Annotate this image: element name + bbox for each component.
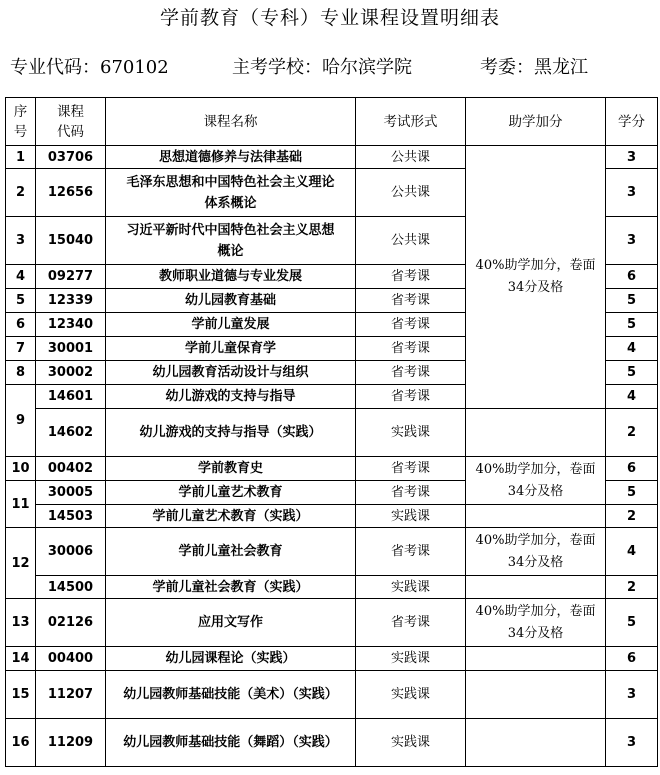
cell-seq: 1 xyxy=(6,146,36,169)
table-row xyxy=(6,528,658,576)
cell-code: 14500 xyxy=(36,576,106,599)
cell-credit: 5 xyxy=(606,289,658,313)
cell-code: 12339 xyxy=(36,289,106,313)
cell-exam: 实践课 xyxy=(356,505,466,528)
cell-bonus: 40%助学加分，卷面34分及格 xyxy=(466,528,606,576)
cell-name: 毛泽东思想和中国特色社会主义理论体系概论 xyxy=(106,169,356,217)
cell-name: 学前儿童社会教育 xyxy=(106,528,356,576)
cell-credit: 2 xyxy=(606,576,658,599)
table-row xyxy=(6,647,658,671)
cell-exam: 公共课 xyxy=(356,217,466,265)
cell-code: 30006 xyxy=(36,528,106,576)
cell-code: 14602 xyxy=(36,409,106,457)
cell-code: 09277 xyxy=(36,265,106,289)
cell-exam: 省考课 xyxy=(356,599,466,647)
page-title: 学前教育（专科）专业课程设置明细表 xyxy=(159,7,500,29)
cell-code: 30002 xyxy=(36,361,106,385)
meta-line xyxy=(10,53,650,81)
cell-exam: 实践课 xyxy=(356,647,466,671)
cell-seq: 7 xyxy=(6,337,36,361)
cell-credit: 5 xyxy=(606,361,658,385)
cell-exam: 省考课 xyxy=(356,457,466,481)
cell-code: 14503 xyxy=(36,505,106,528)
cell-seq: 10 xyxy=(6,457,36,481)
cell-bonus: 40%助学加分，卷面34分及格 xyxy=(466,599,606,647)
header-credit: 学分 xyxy=(606,98,658,146)
header-name: 课程名称 xyxy=(106,98,356,146)
cell-exam: 省考课 xyxy=(356,289,466,313)
cell-exam: 实践课 xyxy=(356,409,466,457)
cell-seq: 13 xyxy=(6,599,36,647)
cell-code: 11209 xyxy=(36,719,106,767)
cell-name: 学前教育史 xyxy=(106,457,356,481)
cell-credit: 3 xyxy=(606,671,658,719)
cell-credit: 6 xyxy=(606,647,658,671)
cell-exam: 省考课 xyxy=(356,528,466,576)
cell-name: 学前儿童艺术教育（实践） xyxy=(106,505,356,528)
cell-exam: 实践课 xyxy=(356,671,466,719)
cell-credit: 6 xyxy=(606,457,658,481)
cell-credit: 2 xyxy=(606,505,658,528)
cell-code: 02126 xyxy=(36,599,106,647)
cell-code: 11207 xyxy=(36,671,106,719)
cell-exam: 省考课 xyxy=(356,361,466,385)
table-row xyxy=(6,671,658,719)
cell-name: 幼儿游戏的支持与指导（实践） xyxy=(106,409,356,457)
cell-exam: 实践课 xyxy=(356,576,466,599)
cell-exam: 省考课 xyxy=(356,313,466,337)
cell-name: 幼儿园教育基础 xyxy=(106,289,356,313)
cell-seq: 9 xyxy=(6,385,36,457)
cell-credit: 4 xyxy=(606,385,658,409)
cell-code: 00402 xyxy=(36,457,106,481)
cell-bonus xyxy=(466,505,606,528)
course-table xyxy=(5,97,658,767)
cell-exam: 公共课 xyxy=(356,169,466,217)
cell-name: 幼儿园教师基础技能（舞蹈）（实践） xyxy=(106,719,356,767)
cell-code: 14601 xyxy=(36,385,106,409)
cell-name: 思想道德修养与法律基础 xyxy=(106,146,356,169)
cell-name: 幼儿园教育活动设计与组织 xyxy=(106,361,356,385)
cell-credit: 5 xyxy=(606,599,658,647)
cell-seq: 4 xyxy=(6,265,36,289)
exam-committee: 考委：黑龙江 xyxy=(480,57,588,78)
cell-name: 幼儿园教师基础技能（美术）（实践） xyxy=(106,671,356,719)
cell-code: 03706 xyxy=(36,146,106,169)
table-row xyxy=(6,576,658,599)
table-row xyxy=(6,457,658,481)
cell-exam: 省考课 xyxy=(356,481,466,505)
cell-seq: 5 xyxy=(6,289,36,313)
cell-seq: 11 xyxy=(6,481,36,528)
cell-code: 12340 xyxy=(36,313,106,337)
cell-bonus xyxy=(466,719,606,767)
cell-exam: 省考课 xyxy=(356,265,466,289)
cell-exam: 省考课 xyxy=(356,385,466,409)
cell-credit: 3 xyxy=(606,719,658,767)
cell-seq: 8 xyxy=(6,361,36,385)
table-row xyxy=(6,719,658,767)
cell-seq: 6 xyxy=(6,313,36,337)
cell-credit: 3 xyxy=(606,169,658,217)
cell-bonus xyxy=(466,576,606,599)
cell-seq: 14 xyxy=(6,647,36,671)
cell-code: 12656 xyxy=(36,169,106,217)
cell-seq: 16 xyxy=(6,719,36,767)
cell-code: 30005 xyxy=(36,481,106,505)
cell-exam: 公共课 xyxy=(356,146,466,169)
cell-seq: 12 xyxy=(6,528,36,599)
cell-bonus xyxy=(466,647,606,671)
cell-credit: 3 xyxy=(606,146,658,169)
cell-seq: 15 xyxy=(6,671,36,719)
cell-name: 学前儿童社会教育（实践） xyxy=(106,576,356,599)
table-row xyxy=(6,409,658,457)
cell-seq: 2 xyxy=(6,169,36,217)
header-bonus: 助学加分 xyxy=(466,98,606,146)
cell-code: 00400 xyxy=(36,647,106,671)
cell-name: 习近平新时代中国特色社会主义思想概论 xyxy=(106,217,356,265)
cell-name: 学前儿童保育学 xyxy=(106,337,356,361)
cell-code: 30001 xyxy=(36,337,106,361)
header-code: 课程代码 xyxy=(36,98,106,146)
cell-exam: 省考课 xyxy=(356,337,466,361)
table-row xyxy=(6,505,658,528)
cell-name: 学前儿童发展 xyxy=(106,313,356,337)
header-seq: 序号 xyxy=(6,98,36,146)
cell-bonus xyxy=(466,671,606,719)
cell-name: 教师职业道德与专业发展 xyxy=(106,265,356,289)
cell-credit: 4 xyxy=(606,337,658,361)
cell-name: 幼儿游戏的支持与指导 xyxy=(106,385,356,409)
header-exam: 考试形式 xyxy=(356,98,466,146)
cell-name: 应用文写作 xyxy=(106,599,356,647)
cell-credit: 6 xyxy=(606,265,658,289)
cell-name: 幼儿园课程论（实践） xyxy=(106,647,356,671)
table-header-row xyxy=(6,98,658,146)
cell-credit: 3 xyxy=(606,217,658,265)
cell-code: 15040 xyxy=(36,217,106,265)
cell-seq: 3 xyxy=(6,217,36,265)
cell-credit: 5 xyxy=(606,481,658,505)
cell-credit: 5 xyxy=(606,313,658,337)
table-row xyxy=(6,146,658,169)
major-code: 专业代码：670102 xyxy=(10,57,169,78)
cell-credit: 2 xyxy=(606,409,658,457)
cell-name: 学前儿童艺术教育 xyxy=(106,481,356,505)
cell-bonus: 40%助学加分，卷面34分及格 xyxy=(466,146,606,409)
cell-credit: 4 xyxy=(606,528,658,576)
cell-bonus: 40%助学加分，卷面34分及格 xyxy=(466,457,606,505)
cell-exam: 实践课 xyxy=(356,719,466,767)
cell-bonus xyxy=(466,409,606,457)
exam-school: 主考学校：哈尔滨学院 xyxy=(232,57,412,78)
table-row xyxy=(6,599,658,647)
